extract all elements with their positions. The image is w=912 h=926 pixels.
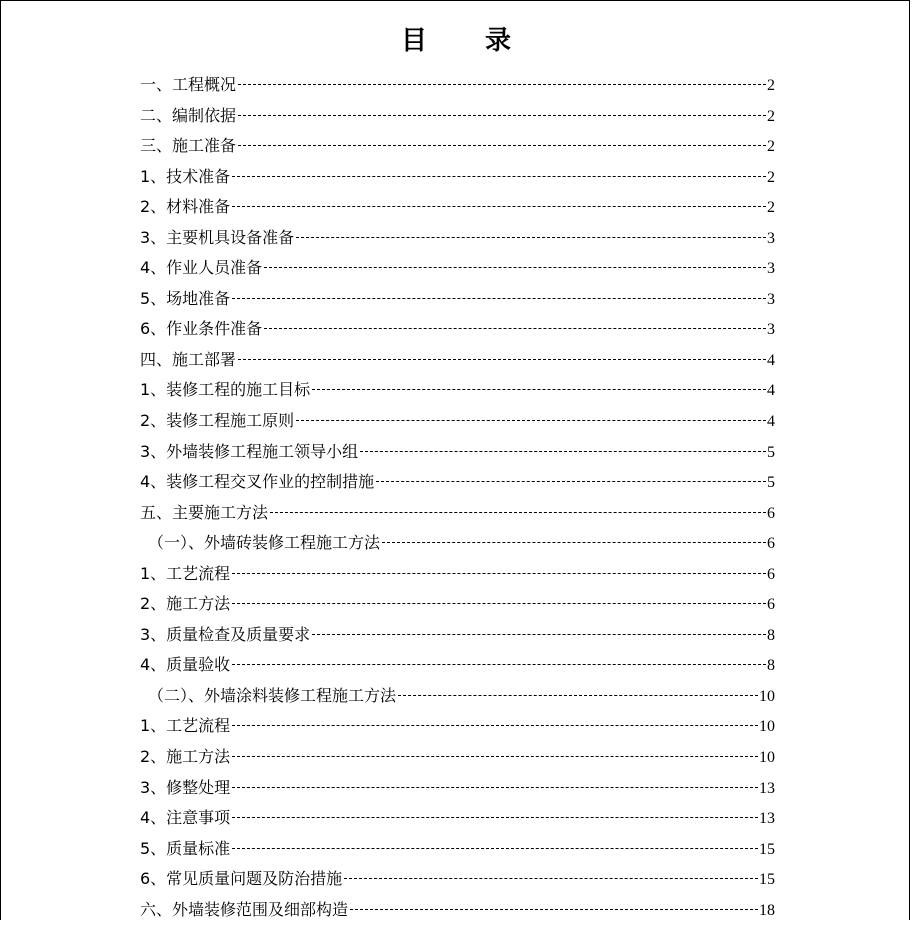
- toc-entry[interactable]: [140, 437, 775, 468]
- toc-entry-label: 五、主要施工方法: [140, 502, 269, 522]
- toc-title-char-1: 目: [400, 26, 429, 56]
- toc-entry[interactable]: [140, 620, 775, 651]
- toc-entry-page-number: 2: [767, 168, 775, 186]
- toc-entry-page-number: 6: [767, 504, 775, 522]
- toc-dot-leader: [312, 634, 766, 635]
- toc-entry[interactable]: [140, 467, 775, 498]
- toc-dot-leader: [232, 603, 766, 604]
- toc-entry-page-number: 3: [767, 321, 775, 339]
- toc-entry[interactable]: [140, 70, 775, 101]
- toc-dot-leader: [398, 695, 758, 696]
- toc-entry[interactable]: [140, 834, 775, 865]
- toc-entry-page-number: 10: [759, 687, 775, 705]
- toc-entry-label: 二、编制依据: [140, 105, 237, 125]
- toc-dot-leader: [264, 328, 766, 329]
- toc-dot-leader: [232, 817, 758, 818]
- toc-entry[interactable]: [140, 803, 775, 834]
- toc-dot-leader: [232, 756, 758, 757]
- toc-entry-page-number: 8: [767, 657, 775, 675]
- toc-dot-leader: [232, 298, 766, 299]
- toc-entry[interactable]: [140, 559, 775, 590]
- toc-entry-label: 5、场地准备: [140, 288, 231, 308]
- toc-entry-page-number: 6: [767, 535, 775, 553]
- toc-entry-page-number: 13: [759, 810, 775, 828]
- toc-entry[interactable]: [140, 773, 775, 804]
- toc-dot-leader: [382, 542, 766, 543]
- toc-entry[interactable]: [140, 345, 775, 376]
- toc-entry-label: 3、外墙装修工程施工领导小组: [140, 441, 359, 461]
- toc-entry[interactable]: [140, 895, 775, 926]
- toc-entry[interactable]: [140, 498, 775, 529]
- toc-entry-page-number: 6: [767, 596, 775, 614]
- toc-entry-page-number: 5: [767, 443, 775, 461]
- toc-entry-page-number: 2: [767, 107, 775, 125]
- toc-entry-label: 4、质量验收: [140, 655, 231, 675]
- toc-dot-leader: [238, 359, 766, 360]
- toc-entry-label: 2、装修工程施工原则: [140, 411, 295, 431]
- toc-entry[interactable]: [140, 864, 775, 895]
- toc-entry-label: 1、技术准备: [140, 166, 231, 186]
- toc-entry[interactable]: [140, 711, 775, 742]
- toc-entry-page-number: 4: [767, 351, 775, 369]
- toc-dot-leader: [232, 725, 758, 726]
- toc-entry[interactable]: [140, 131, 775, 162]
- toc-entry-label: 4、作业人员准备: [140, 258, 263, 278]
- toc-entry-label: 2、施工方法: [140, 747, 231, 767]
- toc-entry-page-number: 10: [759, 718, 775, 736]
- toc-dot-leader: [232, 206, 766, 207]
- toc-entry-label: 3、修整处理: [140, 777, 231, 797]
- toc-title-char-2: 录: [485, 26, 514, 56]
- toc-dot-leader: [238, 145, 766, 146]
- toc-dot-leader: [264, 267, 766, 268]
- table-of-contents: [140, 70, 775, 925]
- toc-entry[interactable]: [140, 681, 775, 712]
- toc-entry-label: 一、工程概况: [140, 75, 237, 94]
- toc-entry-label: 6、常见质量问题及防治措施: [140, 869, 343, 889]
- toc-title: [1, 23, 912, 59]
- toc-entry-page-number: 3: [767, 290, 775, 308]
- toc-entry-label: 2、施工方法: [140, 594, 231, 614]
- toc-entry[interactable]: [140, 284, 775, 315]
- toc-entry-page-number: 15: [759, 871, 775, 889]
- toc-entry[interactable]: [140, 375, 775, 406]
- toc-entry-label: 4、注意事项: [140, 808, 231, 828]
- toc-entry[interactable]: [140, 192, 775, 223]
- toc-dot-leader: [238, 115, 766, 116]
- toc-entry-label: 1、装修工程的施工目标: [140, 380, 311, 400]
- toc-entry[interactable]: [140, 314, 775, 345]
- toc-entry-page-number: 4: [767, 413, 775, 431]
- toc-entry-label: 2、材料准备: [140, 197, 231, 217]
- toc-dot-leader: [232, 848, 758, 849]
- toc-entry-label: 三、施工准备: [140, 136, 237, 156]
- toc-entry[interactable]: [140, 406, 775, 437]
- toc-entry[interactable]: [140, 162, 775, 193]
- toc-entry[interactable]: [140, 253, 775, 284]
- toc-entry-label: （一）、外墙砖装修工程施工方法: [148, 533, 381, 553]
- toc-entry-page-number: 2: [767, 138, 775, 156]
- toc-dot-leader: [270, 512, 766, 513]
- toc-entry-page-number: 13: [759, 779, 775, 797]
- toc-entry-label: 四、施工部署: [140, 349, 237, 369]
- toc-entry-page-number: 5: [767, 474, 775, 492]
- toc-entry-page-number: 4: [767, 382, 775, 400]
- toc-entry[interactable]: [140, 223, 775, 254]
- toc-entry-label: 六、外墙装修范围及细部构造: [140, 899, 349, 919]
- toc-entry[interactable]: [140, 589, 775, 620]
- toc-dot-leader: [296, 237, 766, 238]
- toc-entry-label: 1、工艺流程: [140, 563, 231, 583]
- toc-dot-leader: [360, 451, 766, 452]
- toc-dot-leader: [376, 481, 766, 482]
- toc-entry-page-number: 6: [767, 565, 775, 583]
- toc-dot-leader: [350, 909, 758, 910]
- toc-entry-page-number: 3: [767, 229, 775, 247]
- toc-entry-label: （二）、外墙涂料装修工程施工方法: [148, 685, 397, 705]
- toc-entry-label: 3、质量检查及质量要求: [140, 624, 311, 644]
- toc-entry-page-number: 2: [767, 199, 775, 217]
- toc-dot-leader: [232, 664, 766, 665]
- toc-entry-page-number: 8: [767, 626, 775, 644]
- toc-entry-label: 1、工艺流程: [140, 716, 231, 736]
- toc-entry[interactable]: [140, 650, 775, 681]
- toc-dot-leader: [232, 787, 758, 788]
- toc-entry-page-number: 3: [767, 260, 775, 278]
- toc-dot-leader: [344, 878, 758, 879]
- toc-entry-page-number: 15: [759, 840, 775, 858]
- toc-entry-page-number: 10: [759, 749, 775, 767]
- toc-dot-leader: [312, 389, 766, 390]
- toc-entry[interactable]: [140, 528, 775, 559]
- toc-entry-page-number: 18: [759, 901, 775, 919]
- toc-dot-leader: [238, 84, 766, 85]
- toc-entry[interactable]: [140, 101, 775, 132]
- toc-entry-label: 5、质量标准: [140, 838, 231, 858]
- toc-entry-label: 6、作业条件准备: [140, 319, 263, 339]
- toc-entry-page-number: 2: [767, 77, 775, 94]
- toc-dot-leader: [296, 420, 766, 421]
- toc-entry-label: 3、主要机具设备准备: [140, 227, 295, 247]
- toc-dot-leader: [232, 573, 766, 574]
- toc-entry[interactable]: [140, 742, 775, 773]
- toc-dot-leader: [232, 176, 766, 177]
- toc-entry-label: 4、装修工程交叉作业的控制措施: [140, 472, 375, 492]
